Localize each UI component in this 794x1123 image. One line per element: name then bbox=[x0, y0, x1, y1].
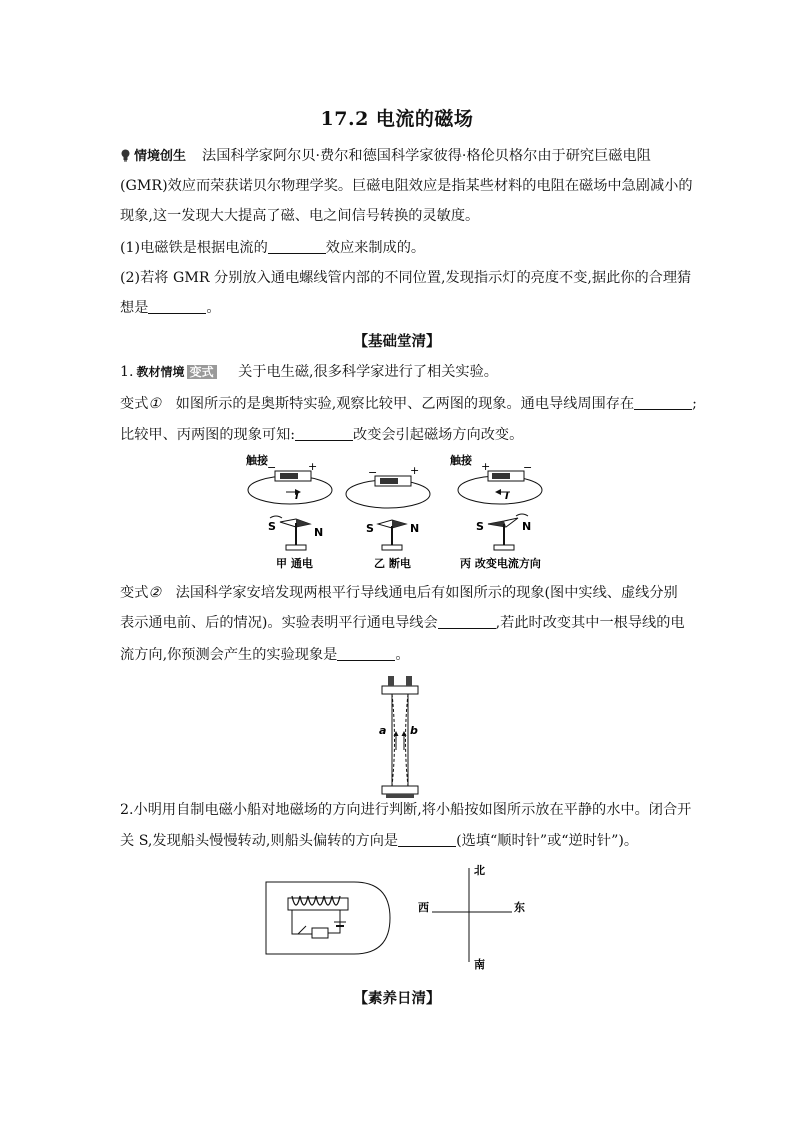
rheostat-icon bbox=[312, 928, 328, 938]
caption-jia: 甲 通电 bbox=[276, 557, 313, 570]
answer-blank[interactable] bbox=[634, 395, 692, 410]
minus-sign: − bbox=[267, 461, 277, 474]
variant-tag-label: 变式 bbox=[187, 365, 217, 379]
wire-a-label: a bbox=[379, 724, 387, 737]
variant-2-line-3 bbox=[120, 645, 680, 665]
variant-1-text-b: ; bbox=[692, 396, 697, 412]
item-2-text-b: (选填“顺时针”或“逆时针”)。 bbox=[456, 833, 639, 849]
item-2-line-2 bbox=[120, 831, 680, 851]
north-pole-label: N bbox=[410, 522, 420, 535]
parallel-wires-figure bbox=[370, 672, 430, 808]
plus-sign: + bbox=[481, 460, 491, 473]
variant-2-label: 变式 bbox=[120, 585, 149, 601]
answer-blank[interactable] bbox=[148, 299, 206, 314]
question-2-line-2 bbox=[120, 298, 680, 318]
answer-blank[interactable] bbox=[295, 426, 353, 441]
scenario-tag-label: 情境创生 bbox=[134, 149, 187, 164]
boat-compass-figure bbox=[262, 860, 542, 972]
boat-hull bbox=[266, 882, 390, 954]
variant-1-label: 变式 bbox=[120, 396, 149, 412]
caption-bing: 丙 改变电流方向 bbox=[460, 557, 541, 570]
lightbulb-icon bbox=[120, 149, 131, 162]
south-pole-label: S bbox=[476, 520, 484, 533]
variant-1-text-c: 比较甲、丙两图的现象可知: bbox=[120, 427, 296, 443]
north-pole-label: N bbox=[522, 520, 532, 533]
north-pole-label: N bbox=[314, 526, 324, 539]
touch-label: 触接 bbox=[246, 454, 268, 467]
current-label: I bbox=[505, 491, 509, 502]
current-label: I bbox=[295, 491, 299, 502]
variant-1-text-a: 如图所示的是奥斯特实验,观察比较甲、乙两图的现象。通电导线周围存在 bbox=[175, 396, 635, 412]
panel-yi bbox=[346, 464, 430, 570]
variant-1-text-d: 改变会引起磁场方向改变。 bbox=[353, 427, 524, 443]
touch-label: 触接 bbox=[450, 454, 472, 467]
variant-2-line-2 bbox=[120, 613, 685, 633]
variant-1-line-2 bbox=[120, 425, 680, 445]
item-1-text: 关于电生磁,很多科学家进行了相关实验。 bbox=[238, 364, 498, 380]
question-1-text-b: 效应来制成的。 bbox=[325, 240, 426, 256]
variant-1-mark: ① bbox=[148, 396, 162, 412]
item-2-text-a: 关 S,发现船头慢慢转动,则船头偏转的方向是 bbox=[120, 833, 399, 849]
plus-sign: + bbox=[308, 460, 318, 473]
caption-yi: 乙 断电 bbox=[374, 557, 411, 570]
answer-blank[interactable] bbox=[268, 239, 326, 254]
bottom-support bbox=[382, 786, 418, 794]
wire-b-label: b bbox=[410, 724, 418, 737]
panel-bing bbox=[450, 453, 542, 570]
variant-2-text-2a: 表示通电前、后的情况)。实验表明平行通电导线会 bbox=[120, 615, 438, 631]
answer-blank[interactable] bbox=[337, 646, 395, 661]
textbook-tag-label: 教材情境 bbox=[136, 365, 185, 379]
question-1 bbox=[120, 238, 680, 258]
west-label: 西 bbox=[418, 901, 429, 914]
east-label: 东 bbox=[514, 901, 525, 914]
south-pole-label: S bbox=[268, 520, 276, 533]
minus-sign: − bbox=[523, 461, 533, 474]
panel-jia bbox=[246, 453, 332, 570]
page-title: 17.2 电流的磁场 bbox=[320, 108, 474, 130]
scenario-tag bbox=[120, 147, 186, 167]
question-1-text-a: (1)电磁铁是根据电流的 bbox=[120, 240, 268, 256]
intro-line-1 bbox=[120, 146, 680, 167]
answer-blank[interactable] bbox=[398, 832, 456, 847]
item-1-number: 1. bbox=[120, 364, 134, 380]
textbook-tag bbox=[134, 362, 220, 382]
minus-sign: − bbox=[368, 466, 378, 479]
intro-text-1: 法国科学家阿尔贝·费尔和德国科学家彼得·格伦贝格尔由于研究巨磁电阻 bbox=[202, 148, 651, 164]
oersted-figure bbox=[240, 450, 560, 575]
section-heading-basic: 【基础堂清】 bbox=[353, 333, 441, 350]
variant-2-text-2b: ,若此时改变其中一根导线的电 bbox=[495, 615, 685, 631]
question-2-text-c: 。 bbox=[206, 300, 221, 316]
question-2-text-b: 想是 bbox=[120, 300, 149, 316]
south-label: 南 bbox=[474, 958, 485, 971]
section-heading-literacy: 【素养日清】 bbox=[353, 990, 441, 1007]
intro-line-2: (GMR)效应而荣获诺贝尔物理学奖。巨磁电阻效应是指某些材料的电阻在磁场中急剧减小的 bbox=[120, 178, 693, 194]
item-2-line-1: 2.小明用自制电磁小船对地磁场的方向进行判断,将小船按如图所示放在平静的水中。闭合开 bbox=[120, 802, 692, 818]
intro-line-3: 现象,这一发现大大提高了磁、电之间信号转换的灵敏度。 bbox=[120, 208, 480, 224]
top-support bbox=[382, 686, 418, 694]
south-pole-label: S bbox=[366, 522, 374, 535]
variant-2-text-3a: 流方向,你预测会产生的实验现象是 bbox=[120, 647, 338, 663]
answer-blank[interactable] bbox=[438, 614, 496, 629]
variant-2-mark: ② bbox=[148, 585, 162, 601]
variant-2-text-3b: 。 bbox=[395, 647, 410, 663]
item-1-line bbox=[120, 362, 680, 382]
plus-sign: + bbox=[410, 464, 420, 477]
variant-2-line-1 bbox=[120, 583, 680, 603]
question-2-line-1: (2)若将 GMR 分别放入通电螺线管内部的不同位置,发现指示灯的亮度不变,据此你的合理猜 bbox=[120, 270, 692, 286]
variant-1-line-1 bbox=[120, 394, 697, 414]
variant-2-text-1: 法国科学家安培发现两根平行导线通电后有如图所示的现象(图中实线、虚线分别 bbox=[175, 585, 678, 601]
north-label: 北 bbox=[474, 864, 485, 877]
